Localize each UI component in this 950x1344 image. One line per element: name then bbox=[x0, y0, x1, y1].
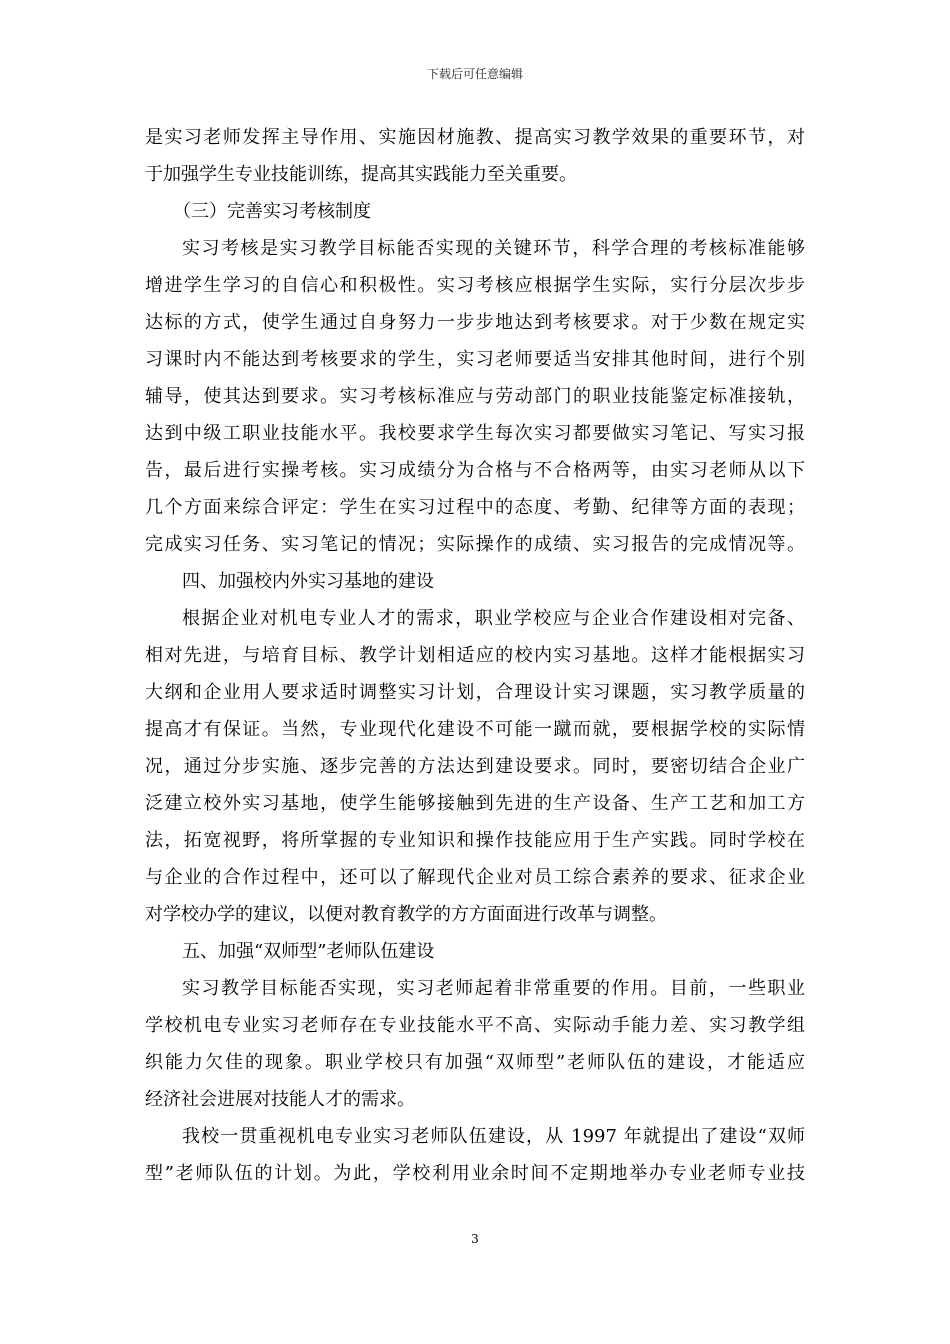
text-line: 完成实习任务、实习笔记的情况；实际操作的成绩、实习报告的完成情况等。 bbox=[145, 534, 805, 555]
text-line: 于加强学生专业技能训练，提高其实践能力至关重要。 bbox=[145, 164, 577, 185]
document-body bbox=[145, 119, 805, 1192]
text-line: 法，拓宽视野，将所掌握的专业知识和操作技能应用于生产实践。同时学校在 bbox=[145, 830, 805, 851]
text-line: 实习考核是实习教学目标能否实现的关键环节，科学合理的考核标准能够 bbox=[182, 238, 805, 259]
text-line: 实习教学目标能否实现，实习老师起着非常重要的作用。目前，一些职业 bbox=[182, 978, 805, 999]
text-line: 况，通过分步实施、逐步完善的方法达到建设要求。同时，要密切结合企业广 bbox=[145, 756, 805, 777]
section-heading: （三）完善实习考核制度 bbox=[173, 201, 371, 222]
text-line: 习课时内不能达到考核要求的学生，实习老师要适当安排其他时间，进行个别 bbox=[145, 349, 805, 370]
text-line: 达标的方式，使学生通过自身努力一步步地达到考核要求。对于少数在规定实 bbox=[145, 312, 805, 333]
text-line: 型”老师队伍的计划。为此，学校利用业余时间不定期地举办专业老师专业技 bbox=[145, 1163, 805, 1184]
text-line: 达到中级工职业技能水平。我校要求学生每次实习都要做实习笔记、写实习报 bbox=[145, 423, 805, 444]
text-line: 大纲和企业用人要求适时调整实习计划，合理设计实习课题，实习教学质量的 bbox=[145, 682, 805, 703]
text-line: 几个方面来综合评定：学生在实习过程中的态度、考勤、纪律等方面的表现； bbox=[145, 497, 805, 518]
text-line: 经济社会进展对技能人才的需求。 bbox=[145, 1089, 415, 1110]
text-line: 提高才有保证。当然，专业现代化建设不可能一蹴而就，要根据学校的实际情 bbox=[145, 719, 805, 740]
text-line: 是实习老师发挥主导作用、实施因材施教、提高实习教学效果的重要环节，对 bbox=[145, 127, 805, 148]
page-header: 下载后可任意编辑 bbox=[426, 67, 523, 81]
text-line: 织能力欠佳的现象。职业学校只有加强“双师型”老师队伍的建设，才能适应 bbox=[145, 1052, 805, 1073]
text-line: 对学校办学的建议，以便对教育教学的方方面面进行改革与调整。 bbox=[145, 904, 667, 925]
text-line: 与企业的合作过程中，还可以了解现代企业对员工综合素养的要求、征求企业 bbox=[145, 867, 805, 888]
text-line: 学校机电专业实习老师存在专业技能水平不高、实际动手能力差、实习教学组 bbox=[145, 1015, 805, 1036]
text-line: 告，最后进行实操考核。实习成绩分为合格与不合格两等，由实习老师从以下 bbox=[145, 460, 805, 481]
section-heading: 五、加强“双师型”老师队伍建设 bbox=[182, 941, 435, 962]
text-line: 我校一贯重视机电专业实习老师队伍建设，从 1997 年就提出了建设“双师 bbox=[182, 1126, 805, 1147]
text-line: 辅导，使其达到要求。实习考核标准应与劳动部门的职业技能鉴定标准接轨， bbox=[145, 386, 805, 407]
text-line: 相对先进，与培育目标、教学计划相适应的校内实习基地。这样才能根据实习 bbox=[145, 645, 805, 666]
section-heading: 四、加强校内外实习基地的建设 bbox=[182, 571, 434, 592]
text-line: 增进学生学习的自信心和积极性。实习考核应根据学生实际，实行分层次步步 bbox=[145, 275, 805, 296]
page-number: 3 bbox=[471, 1232, 479, 1246]
text-line: 泛建立校外实习基地，使学生能够接触到先进的生产设备、生产工艺和加工方 bbox=[145, 793, 805, 814]
text-line: 根据企业对机电专业人才的需求，职业学校应与企业合作建设相对完备、 bbox=[182, 608, 805, 629]
